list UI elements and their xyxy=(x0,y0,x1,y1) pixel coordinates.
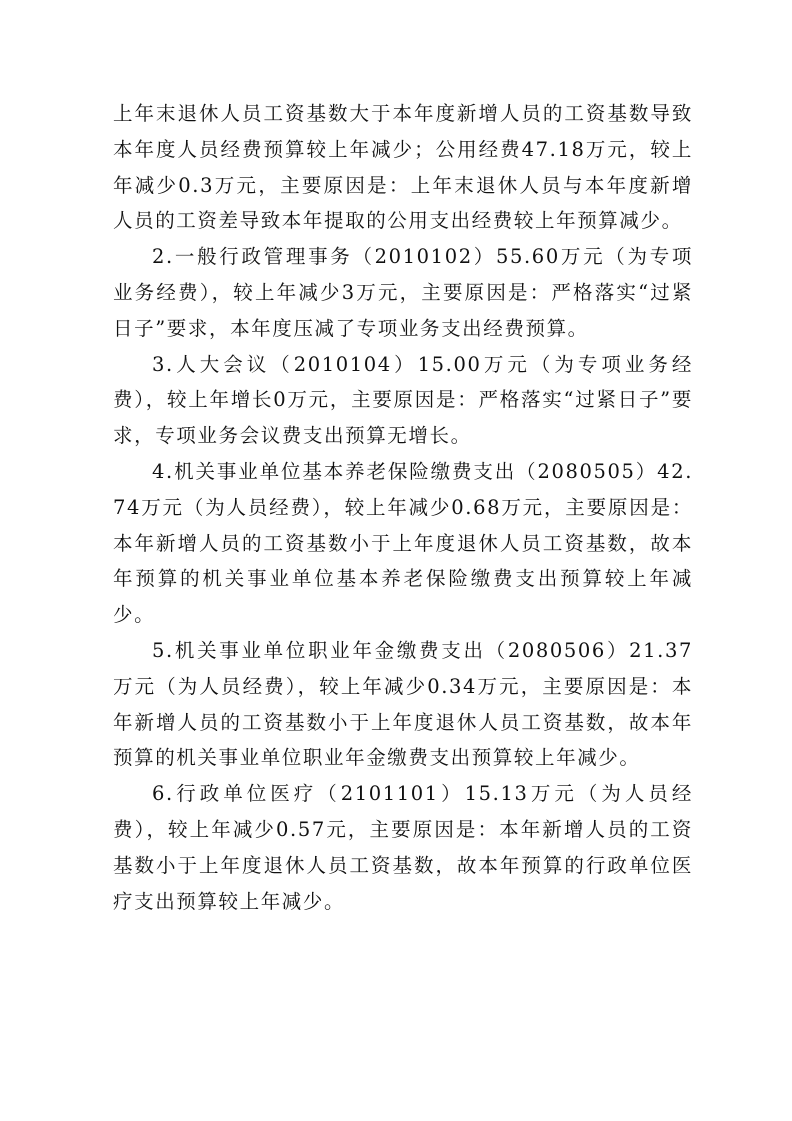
body-text xyxy=(113,96,693,919)
paragraph-item-3: 3.人大会议（2010104）15.00万元（为专项业务经费），较上年增长0万元，主要原因是：严格落实“过紧日子”要求，专项业务会议费支出预算无增长。 xyxy=(113,352,693,448)
paragraph-item-4: 4.机关事业单位基本养老保险缴费支出（2080505）42.74万元（为人员经费），较上年减少0.68万元，主要原因是：本年新增人员的工资基数小于上年度退休人员工资基数，故本年预算的机关事业单位基本养老保险缴费支出预算较上年减少。 xyxy=(113,459,693,627)
paragraph-item-5: 5.机关事业单位职业年金缴费支出（2080506）21.37万元（为人员经费），较上年减少0.34万元，主要原因是：本年新增人员的工资基数小于上年度退休人员工资基数，故本年预算的机关事业单位职业年金缴费支出预算较上年减少。 xyxy=(113,638,693,770)
paragraph-item-2: 2.一般行政管理事务（2010102）55.60万元（为专项业务经费），较上年减少3万元，主要原因是：严格落实“过紧日子”要求，本年度压减了专项业务支出经费预算。 xyxy=(113,245,693,340)
paragraph-item-6: 6.行政单位医疗（2101101）15.13万元（为人员经费），较上年减少0.57元，主要原因是：本年新增人员的工资基数小于上年度退休人员工资基数，故本年预算的行政单位医疗支出预算较上年减少。 xyxy=(113,782,693,913)
paragraph-continuation: 上年末退休人员工资基数大于本年度新增人员的工资基数导致本年度人员经费预算较上年减少；公用经费47.18万元，较上年减少0.3万元，主要原因是：上年末退休人员与本年度新增人员的工资差导致本年提取的公用支出经费较上年预算减少。 xyxy=(113,102,693,233)
